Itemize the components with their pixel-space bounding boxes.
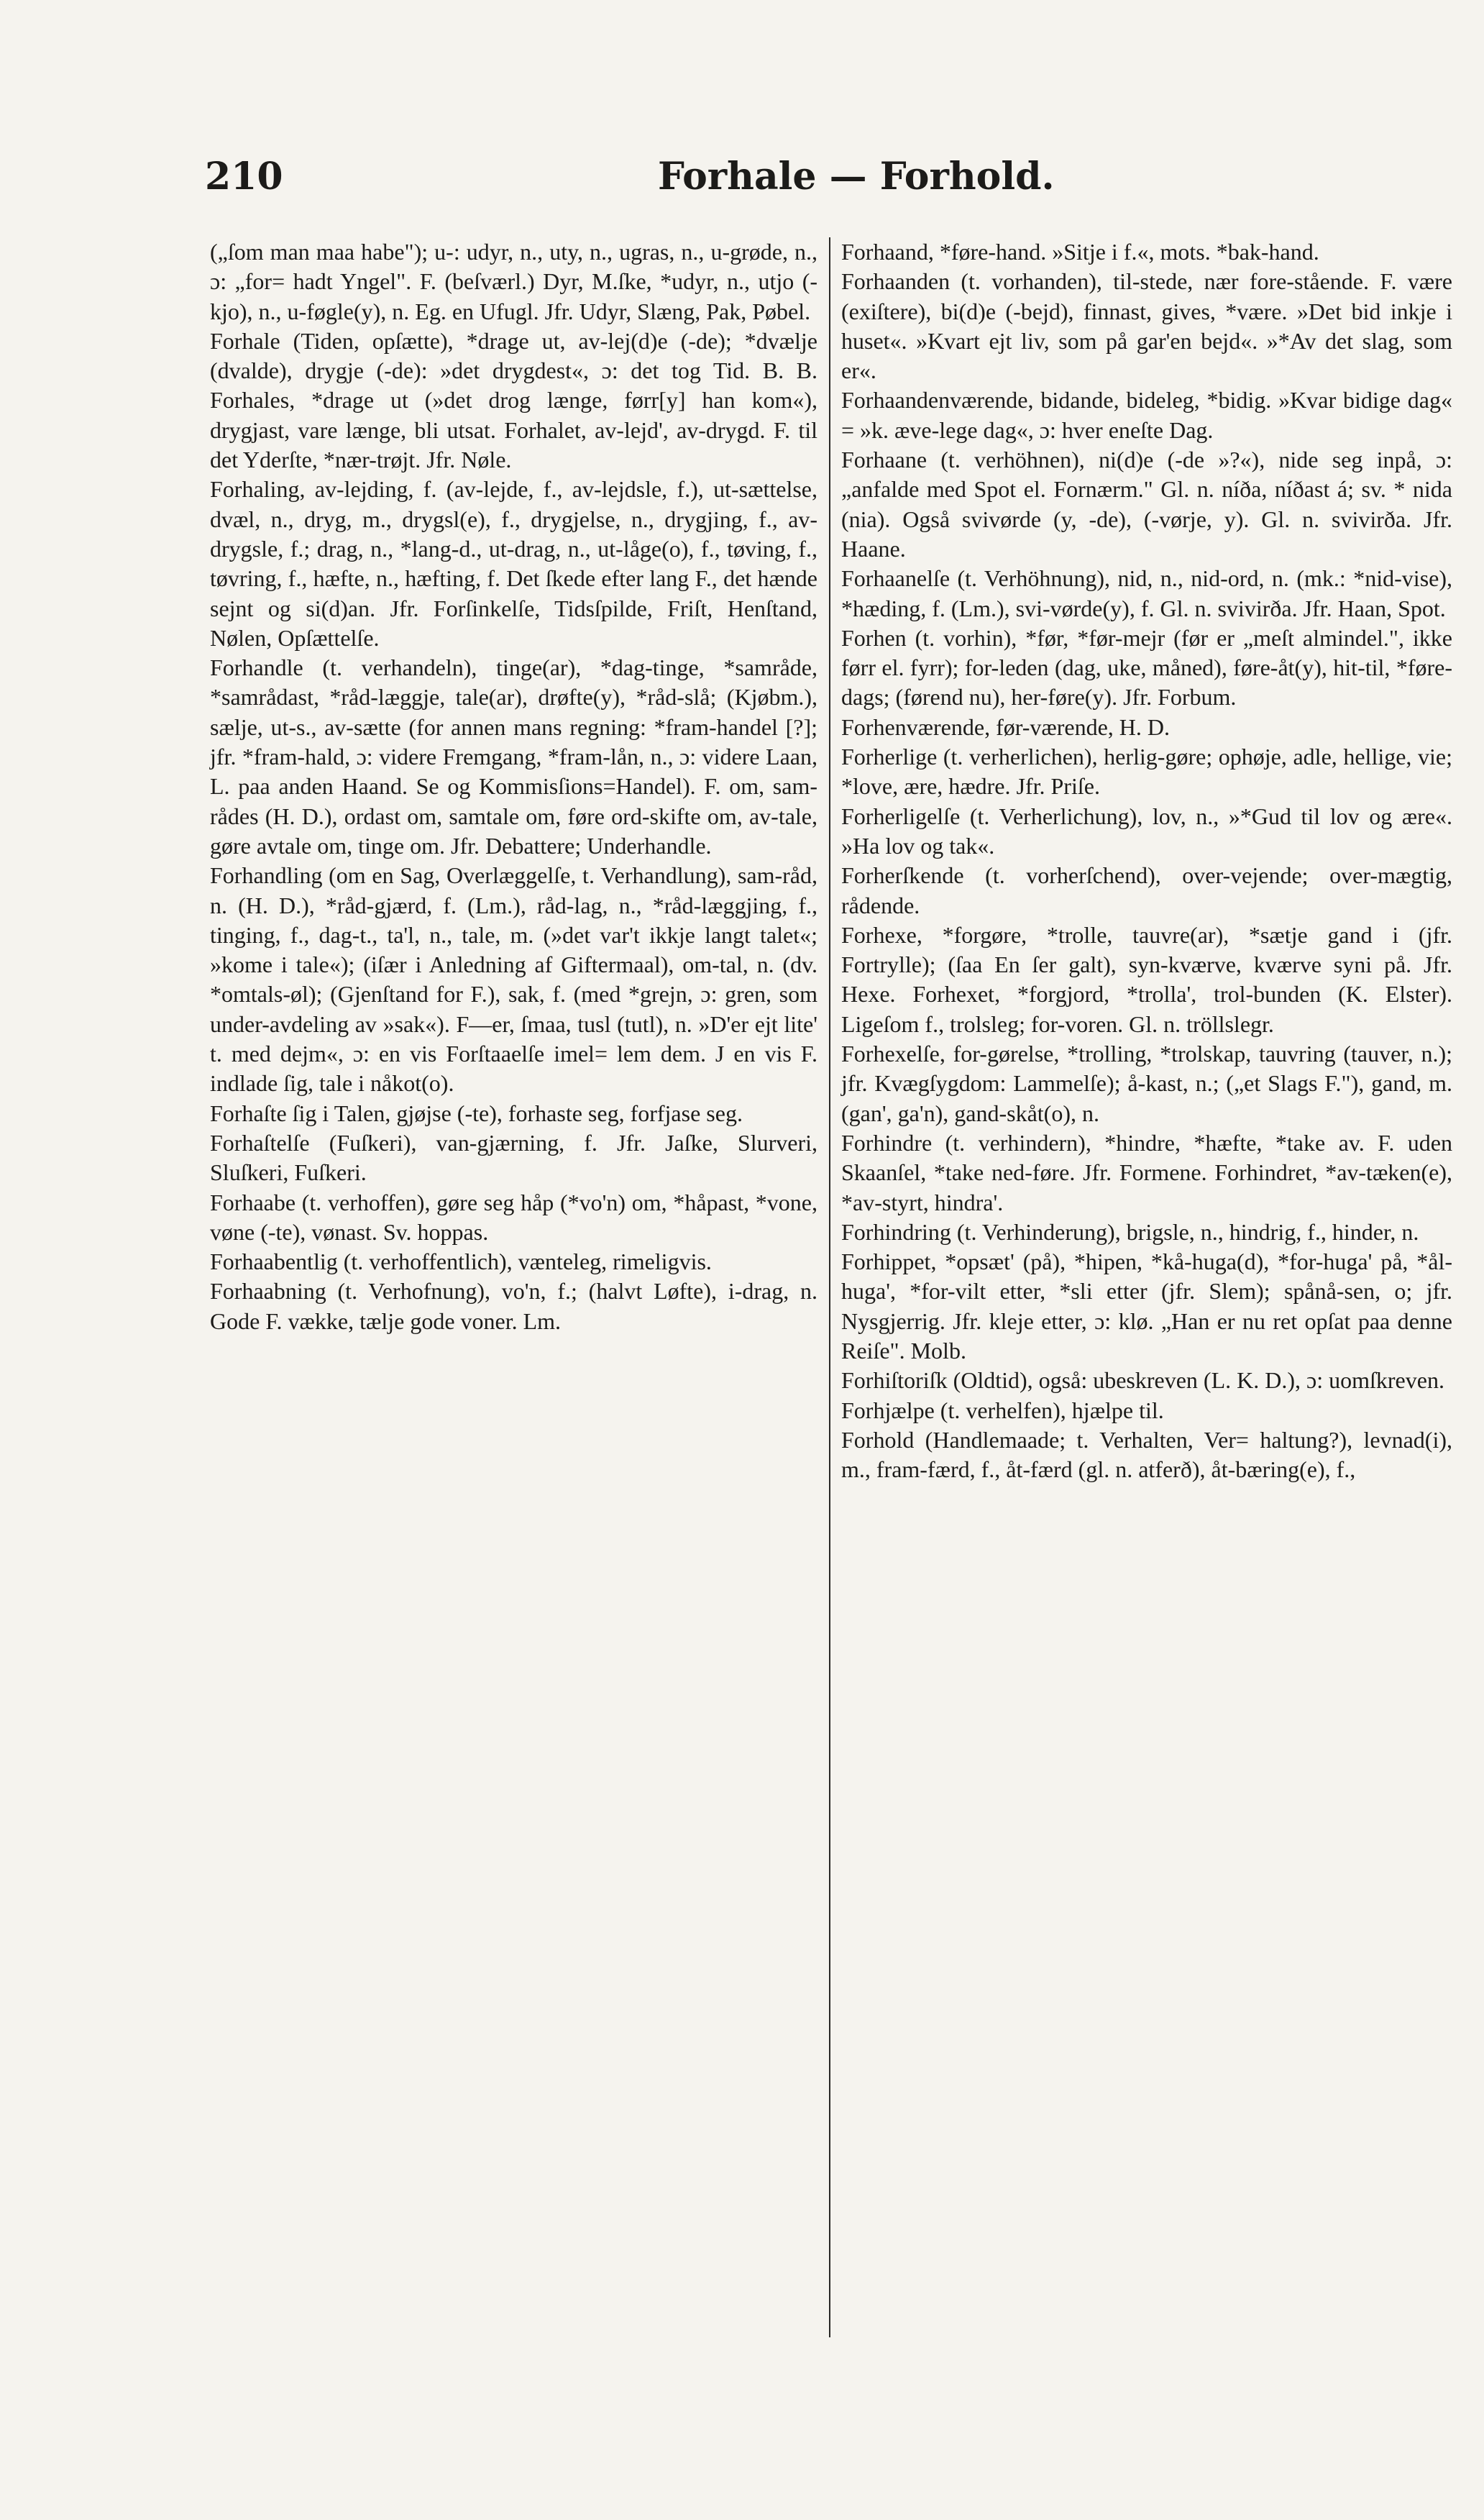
page-number: 210: [205, 155, 283, 198]
dictionary-entry: Forhippet, *opsæt' (på), *hipen, *kå-huga(d), *for-huga' på, *ål-huga', *for-vilt etter, *sli etter (jfr. Slem); spånå-sen, o; jfr. Nysgjerrig. Jfr. kleje etter, ɔ: klø. „Han er nu ret opſat paa denne Reiſe". Molb.: [841, 1248, 1452, 1364]
dictionary-entry: Forhaanelſe (t. Verhöhnung), nid, n., nid-ord, n. (mk.: *nid-vise), *hæding, f. (Lm.), svi-vørde(y), f. Gl. n. svivirða. Jfr. Haan, Spot.: [841, 565, 1452, 621]
dictionary-entry: Forherlige (t. verherlichen), herlig-gøre; ophøje, adle, hellige, vie; *love, ære, hædre. Jfr. Priſe.: [841, 744, 1452, 800]
dictionary-entry: Forhaanden (t. vorhanden), til-stede, nær fore-stående. F. være (exiſtere), bi(d)e (-bejd), finnast, gives, *være. »Det bid inkje i huset«. »Kvart ejt liv, som på gar'en bejd«. »*Av det slag, som er«.: [841, 268, 1452, 384]
dictionary-entry: Forhaabning (t. Verhofnung), vo'n, f.; (halvt Løfte), i-drag, n. Gode F. vække, tælje gode voner. Lm.: [210, 1278, 817, 1334]
dictionary-entry: Forhenværende, før-værende, H. D.: [841, 713, 1171, 740]
page-header: [205, 155, 1481, 205]
dictionary-entry: Forhen (t. vorhin), *før, *før-mejr (før er „meſt almindel.", ikke førr el. fyrr); for-leden (dag, uke, måned), føre-åt(y), hit-til, *føre-dags; (førend nu), her-føre(y). Jfr. Forbum.: [841, 624, 1452, 711]
dictionary-entry: Forhale (Tiden, opſætte), *drage ut, av-lej(d)e (-de); *dvælje (dvalde), drygje (-de): »det drygdest«, ɔ: det tog Tid. B. B. Forhales, *drage ut (»det drog længe, førr[y] han kom«), drygjast, vare længe, bli utsat. Forhalet, av-lejd', av-drygd. F. til det Yderſte, *nær-trøjt. Jfr. Nøle.: [210, 327, 817, 473]
right-column: [841, 237, 1452, 1484]
dictionary-entry: Forhaane (t. verhöhnen), ni(d)e (-de »?«), nide seg inpå, ɔ: „anfalde med Spot el. Fornærm." Gl. n. níða, níðast á; sv. * nida (nia). Også svivørde (y, -de), (-vørje, y). Gl. n. svivirða. Jfr. Haane.: [841, 447, 1452, 562]
dictionary-entry: Forhold (Handlemaade; t. Verhalten, Ver= haltung?), levnad(i), m., fram-færd, f., åt-færd (gl. n. atferð), åt-bæring(e), f.,: [841, 1426, 1452, 1483]
dictionary-entry: Forhaling, av-lejding, f. (av-lejde, f., av-lejdsle, f.), ut-sættelse, dvæl, n., dryg, m., drygsl(e), f., drygjelse, n., drygjing, f., av-drygsle, f.; drag, n., *lang-d., ut-drag, n., ut-låge(o), f., tøving, f., tøvring, f., hæfte, n., hæfting, f. Det ſkede efter lang F., det hænde sejnt og si(d)an. Jfr. Forſinkelſe, Tidsſpilde, Friſt, Henſtand, Nølen, Opſættelſe.: [210, 476, 817, 651]
dictionary-entry: Forhexe, *forgøre, *trolle, tauvre(ar), *sætje gand i (jfr. Fortrylle); (ſaa En ſer galt), syn-kværve, kværve syni på. Jfr. Hexe. Forhexet, *forgjord, *trolla', trol-bunden (K. Elster). Ligeſom f., trolsleg; for-voren. Gl. n. tröllslegr.: [841, 921, 1452, 1037]
dictionary-entry: Forhaand, *føre-hand. »Sitje i f.«, mots. *bak-hand.: [841, 239, 1319, 265]
running-head: Forhale — Forhold.: [658, 155, 1055, 198]
dictionary-entry: Forhjælpe (t. verhelfen), hjælpe til.: [841, 1397, 1164, 1423]
left-column: [210, 237, 817, 1336]
dictionary-entry: Forhindring (t. Verhinderung), brigsle, n., hindrig, f., hinder, n.: [841, 1218, 1419, 1245]
dictionary-entry: Forherſkende (t. vorherſchend), over-vejende; over-mægtig, rådende.: [841, 862, 1452, 918]
dictionary-entry: Forhaſte ſig i Talen, gjøjse (-te), forhaste seg, forfjase seg.: [210, 1100, 743, 1126]
dictionary-entry: Forhiſtoriſk (Oldtid), også: ubeskreven (L. K. D.), ɔ: uomſkreven.: [841, 1367, 1444, 1394]
dictionary-entry: Forhaabentlig (t. verhoffentlich), vænteleg, rimeligvis.: [210, 1248, 712, 1275]
dictionary-entry: Forhexelſe, for-gørelse, *trolling, *trolskap, tauvring (tauver, n.); jfr. Kvægſygdom: Lammelſe); å-kast, n.; („et Slags F."), gand, m. (gan', ga'n), gand-skåt(o), n.: [841, 1041, 1452, 1126]
dictionary-entry: („ſom man maa habe"); u-: udyr, n., uty, n., ugras, n., u-grøde, n., ɔ: „for= hadt Yngel". F. (beſværl.) Dyr, M.ſke, *udyr, n., utjo (-kjo), n., u-føgle(y), n. Eg. en Ufugl. Jfr. Udyr, Slæng, Pak, Pøbel.: [210, 239, 817, 324]
column-divider: [829, 237, 830, 2337]
dictionary-entry: Forherligelſe (t. Verherlichung), lov, n., »*Gud til lov og ære«. »Ha lov og tak«.: [841, 803, 1452, 859]
dictionary-entry: Forhindre (t. verhindern), *hindre, *hæfte, *take av. F. uden Skaanſel, *take ned-føre. Jfr. Formene. Forhindret, *av-tæken(e), *av-styrt, hindra'.: [841, 1129, 1452, 1215]
dictionary-entry: Forhandle (t. verhandeln), tinge(ar), *dag-tinge, *samråde, *samrådast, *råd-læggje, tale(ar), drøfte(y), *råd-slå; (Kjøbm.), sælje, ut-s., av-sætte (for annen mans regning: *fram-handel [?]; jfr. *fram-hald, ɔ: videre Fremgang, *fram-lån, n., ɔ: videre Laan, L. paa anden Haand. Se og Kommisſions=Handel). F. om, sam-rådes (H. D.), ordast om, samtale om, føre ord-skifte om, av-tale, gøre avtale om, tinge om. Jfr. Debattere; Underhandle.: [210, 654, 817, 859]
dictionary-entry: Forhaandenværende, bidande, bideleg, *bidig. »Kvar bidige dag« = »k. æve-lege dag«, ɔ: hver eneſte Dag.: [841, 387, 1452, 443]
dictionary-entry: Forhaſtelſe (Fuſkeri), van-gjærning, f. Jfr. Jaſke, Slurveri, Sluſkeri, Fuſkeri.: [210, 1129, 817, 1186]
dictionary-entry: Forhandling (om en Sag, Overlæggelſe, t. Verhandlung), sam-råd, n. (H. D.), *råd-gjærd, f. (Lm.), råd-lag, n., *råd-læggjing, f., tinging, f., dag-t., ta'l, n., tale, m. (»det var't ikkje langt talet«; »kome i tale«); (iſær i Anledning af Giftermaal), om-tal, n. (dv. *omtals-øl); (Gjenſtand for F.), sak, f. (med *grejn, ɔ: gren, som under-avdeling av »sak«). F—er, ſmaa, tusl (tutl), n. »D'er ejt lite' t. med dejm«, ɔ: en vis Forſtaaelſe imel= lem dem. J en vis F. indlade ſig, tale i nåkot(o).: [210, 862, 817, 1097]
dictionary-entry: Forhaabe (t. verhoffen), gøre seg håp (*vo'n) om, *håpast, *vone, vøne (-te), vønast. Sv. hoppas.: [210, 1189, 817, 1245]
